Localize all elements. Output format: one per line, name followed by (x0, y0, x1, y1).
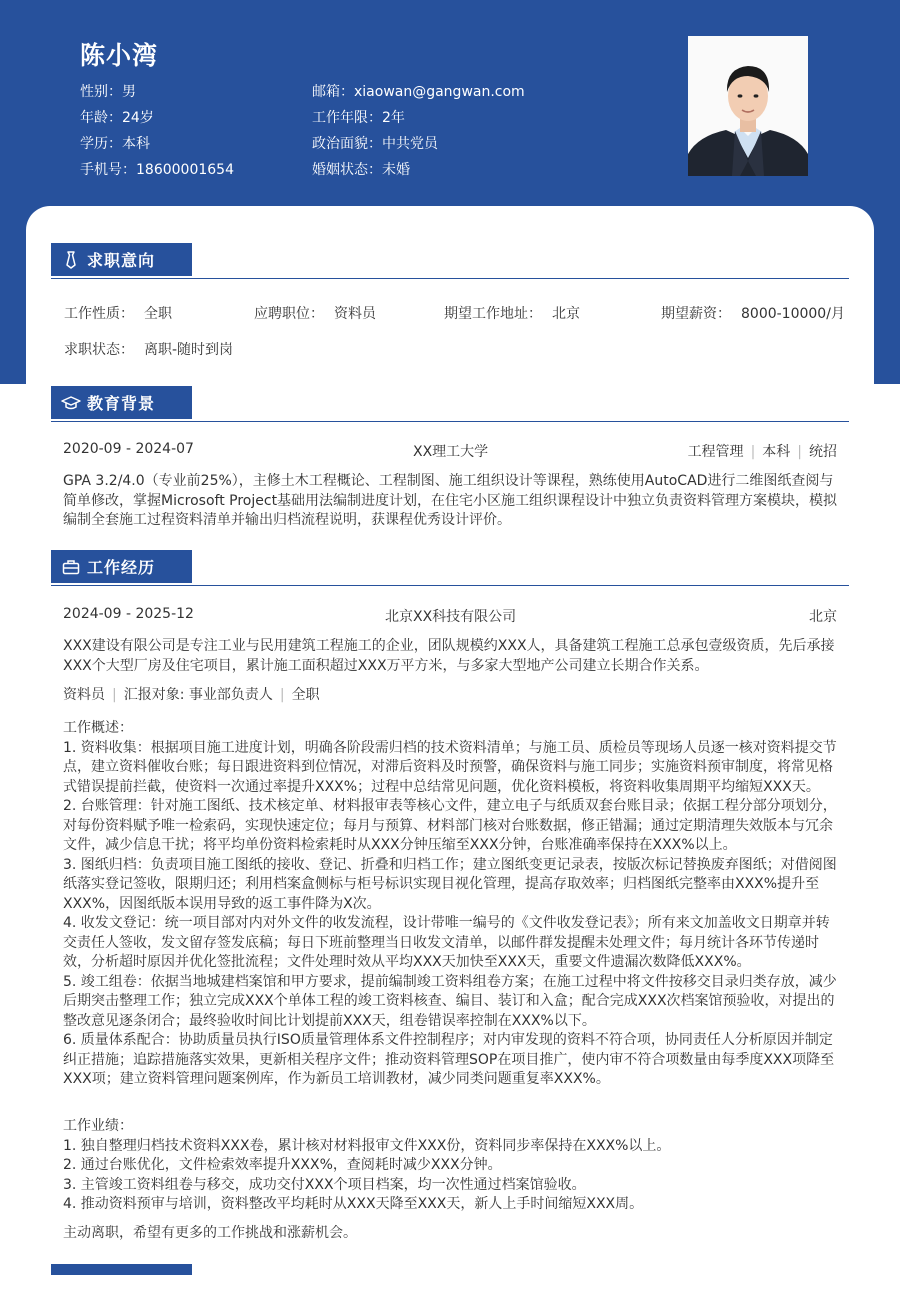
achievement-item: 2. 通过台账优化，文件检索效率提升XXX%，查阅耗时减少XXX分钟。 (63, 1157, 502, 1173)
intent-position: 应聘职位： 资料员 (254, 306, 376, 322)
phone: 手机号：18600001654 (80, 162, 234, 178)
basic-info-right (312, 79, 525, 183)
edu-meta: 工程管理 | 本科 | 统招 (687, 444, 837, 460)
edu-type: 统招 (809, 444, 837, 460)
section-title-text: 工作经历 (87, 558, 156, 577)
achievement-item: 1. 独自整理归档技术资料XXX卷，累计核对材料报审文件XXX份，资料同步率保持在XXX%以上。 (63, 1137, 671, 1154)
edu-degree: 本科 (762, 444, 791, 460)
tie-icon (61, 250, 81, 270)
profile-header (0, 0, 900, 206)
edu-school: XX理工大学 (413, 444, 489, 460)
graduation-cap-icon (61, 393, 81, 413)
edu-description: GPA 3.2/4.0（专业前25%），主修土木工程概论、工程制图、施工组织设计等课程，熟练使用AutoCAD进行二维图纸查阅与简单修改，掌握Microsoft Project基础用法编制进度计划，在住宅小区施工组织课程设计中独立负责资料管理方案模块，模拟编制全套施工过程资料清单并输出归档流程说明，获课程优秀设计评价。 (63, 473, 838, 528)
gender: 性别：男 (80, 84, 136, 100)
overview-item: 4. 收发文登记：统一项目部对内对外文件的收发流程，设计带唯一编号的《文件收发登记表》；所有来文加盖收文日期章并转交责任人签收，发文留存签发底稿；每日下班前整理当日收发文清单，以邮件群发提醒未处理文件；每月统计各环节传递时效，分析超时原因并优化签批流程；文件处理时效从平均XXX天加快至XXX天，重要文件遗漏次数降低XXX%。 (63, 915, 830, 970)
work-achievements (63, 1117, 843, 1215)
achievement-item: 4. 推动资料预审与培训，资料整改平均耗时从XXX天降至XXX天，新人上手时间缩短XXX周。 (63, 1196, 644, 1212)
work-role: 资料员 (63, 687, 105, 703)
work-role-meta: 资料员 | 汇报对象: 事业部负责人 | 全职 (63, 687, 320, 703)
section-title-text: 教育背景 (87, 394, 156, 413)
intent-nature: 工作性质： 全职 (64, 306, 172, 322)
section-tab (51, 550, 192, 583)
work-company: 北京XX科技有限公司 (385, 609, 517, 625)
edu-period: 2020-09 - 2024-07 (63, 441, 194, 457)
overview-title: 工作概述： (63, 720, 133, 736)
political-status: 政治面貌：中共党员 (312, 136, 438, 152)
leave-reason: 主动离职，希望有更多的工作挑战和涨薪机会。 (63, 1225, 357, 1241)
achievements-title: 工作业绩： (63, 1118, 133, 1134)
section-tab (51, 243, 192, 276)
intent-status: 求职状态： 离职-随时到岗 (64, 342, 234, 358)
overview-item: 6. 质量体系配合：协助质量员执行ISO质量管理体系文件控制程序；对内审发现的资料不符合项，协同责任人分析原因并制定纠正措施；追踪措施落实效果，更新相关程序文件；推动资料管理SOP在项目推广，使内审不符合项数量由每季度XXX项降至XXX项；建立资料管理问题案例库，作为新员工培训教材，减少同类问题重复率XXX%。 (63, 1032, 835, 1087)
overview-item: 3. 图纸归档：负责项目施工图纸的接收、登记、折叠和归档工作；建立图纸变更记录表，按版次标记替换废弃图纸；对借阅图纸落实登记签收，限期归还；利用档案盒侧标与柜号标识实现目视化管理，提高存取效率；归档图纸完整率由XXX%提升至XXX%，因图纸版本误用导致的返工事件降为X次。 (63, 856, 837, 912)
marital-status: 婚姻状态：未婚 (312, 162, 410, 178)
overview-item: 2. 台账管理：针对施工图纸、技术核定单、材料报审表等核心文件，建立电子与纸质双套台账目录；依据工程分部分项划分，对每份资料赋予唯一检索码，实现快速定位；每月与预算、材料部门核对台账数据，修正错漏；通过定期清理失效版本与冗余文件，减少信息干扰；将平均单份资料检索耗时从XXX分钟压缩至XXX分钟，台账准确率保持在XXX%以上。 (63, 798, 837, 853)
email: 邮箱：xiaowan@gangwan.com (312, 84, 525, 100)
edu-major: 工程管理 (687, 444, 744, 460)
section-work (51, 550, 849, 586)
work-job-type: 全职 (291, 687, 320, 703)
age: 年龄：24岁 (80, 110, 154, 126)
overview-item: 1. 资料收集：根据项目施工进度计划，明确各阶段需归档的技术资料清单；与施工员、质检员等现场人员逐一核对资料提交节点，建立资料催收台账；每日跟进资料到位情况，对滞后资料及时预警，确保资料与施工同步；实施资料预审制度，将常见格式错误提前拦截，使资料一次通过率提升XXX%；过程中总结常见问题，优化资料模板，将资料收集周期平均缩短XXX天。 (63, 739, 837, 795)
work-years: 工作年限：2年 (312, 110, 405, 126)
basic-info-left (80, 79, 234, 183)
achievement-item: 3. 主管竣工资料组卷与移交，成功交付XXX个项目档案，均一次性通过档案馆验收。 (63, 1176, 586, 1193)
section-tab (51, 386, 192, 419)
overview-item: 5. 竣工组卷：依据当地城建档案馆和甲方要求，提前编制竣工资料组卷方案；在施工过程中将文件按移交目录归类存放，减少后期突击整理工作；独立完成XXX个单体工程的竣工资料核查、编目、装订和入盒；配合完成XXX次档案馆预验收，对提出的整改意见逐条闭合；最终验收时间比计划提前XXX天，组卷错误率控制在XXX%以下。 (63, 973, 837, 1029)
section-education (51, 386, 849, 422)
intent-location: 期望工作地址： 北京 (444, 306, 580, 322)
work-overview (63, 719, 843, 1090)
work-period: 2024-09 - 2025-12 (63, 606, 194, 622)
work-report-to: 汇报对象: 事业部负责人 (123, 687, 273, 703)
education-level: 学历：本科 (80, 136, 150, 152)
portrait-image (688, 36, 808, 176)
section-title-text: 求职意向 (87, 251, 156, 270)
section-intent (51, 243, 849, 279)
profile-photo (688, 36, 808, 176)
intent-salary: 期望薪资： 8000-10000/月 (661, 306, 845, 322)
company-description: XXX建设有限公司是专注工业与民用建筑工程施工的企业，团队规模约XXX人，具备建筑工程施工总承包壹级资质，先后承接XXX个大型厂房及住宅项目，累计施工面积超过XXX万平方米，与多家大型地产公司建立长期合作关系。 (63, 638, 835, 674)
candidate-name: 陈小湾 (80, 41, 159, 70)
next-section-tab (51, 1264, 192, 1275)
work-city: 北京 (809, 609, 837, 625)
briefcase-icon (61, 557, 81, 577)
